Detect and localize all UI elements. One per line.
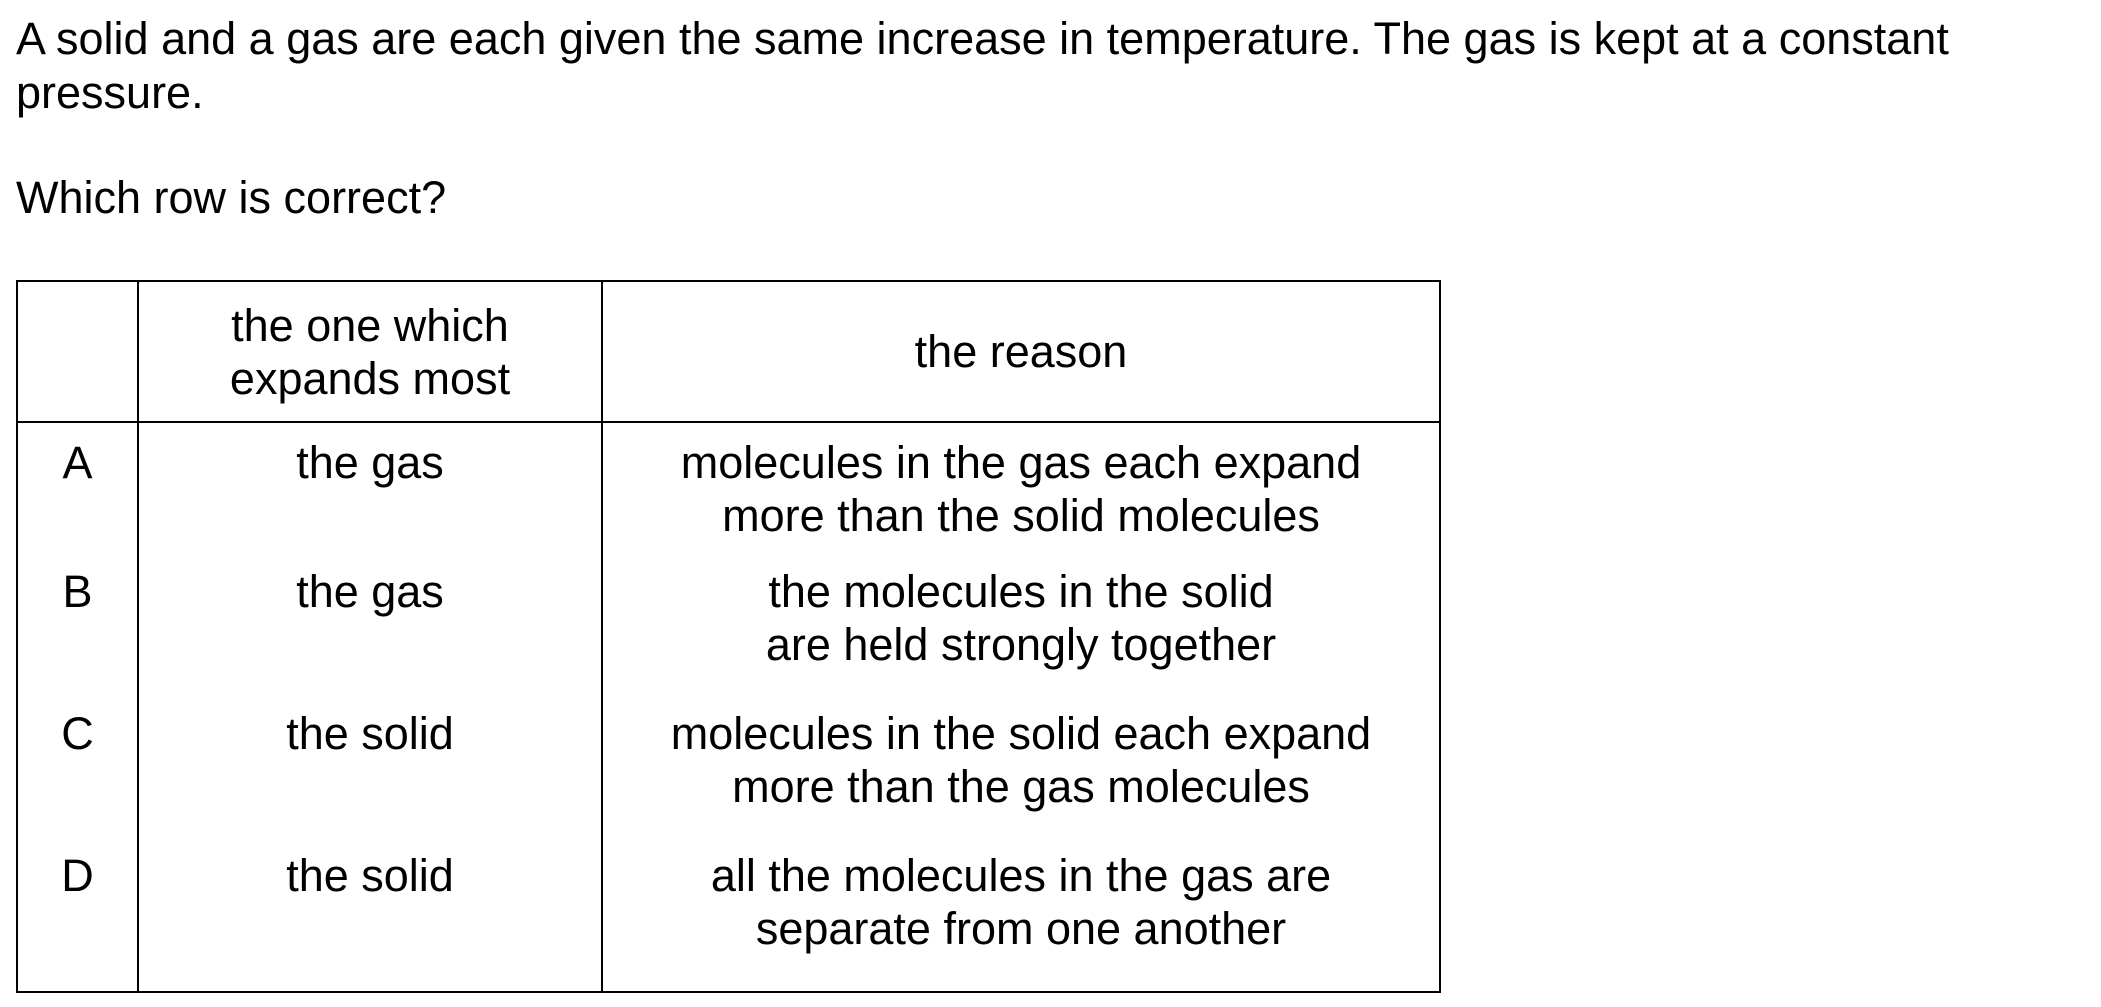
table-row[interactable]: [17, 422, 1440, 565]
header-expands-most-cell: [138, 281, 602, 422]
row-expands-most: the solid: [138, 707, 602, 849]
row-expands-most: the solid: [138, 849, 602, 992]
table-row[interactable]: [17, 565, 1440, 707]
row-reason-line-2: are held strongly together: [765, 619, 1277, 670]
row-reason-line-1: all the molecules in the gas are: [710, 850, 1332, 901]
row-letter: A: [17, 422, 138, 565]
header-letter-cell: [17, 281, 138, 422]
row-letter: C: [17, 707, 138, 849]
row-reason: [602, 707, 1440, 849]
row-letter: D: [17, 849, 138, 992]
table-header-row: [17, 281, 1440, 422]
header-expands-most-line-2: expands most: [229, 352, 511, 404]
row-letter: B: [17, 565, 138, 707]
row-reason-line-1: molecules in the gas each expand: [680, 437, 1362, 488]
row-reason: [602, 565, 1440, 707]
row-reason-line-1: molecules in the solid each expand: [670, 708, 1372, 759]
question-line-2: pressure.: [16, 67, 204, 118]
row-reason-line-1: the molecules in the solid: [768, 566, 1274, 617]
row-expands-most: the gas: [138, 422, 602, 565]
header-reason-cell: the reason: [602, 281, 1440, 422]
row-reason-line-2: separate from one another: [755, 903, 1287, 954]
row-reason-line-2: more than the gas molecules: [732, 761, 1310, 812]
question-line-1: A solid and a gas are each given the same increase in temperature. The gas is kept at a constant: [16, 13, 1949, 64]
answer-table: [16, 280, 1441, 993]
header-expands-most-line-1: the one which: [231, 299, 509, 351]
row-reason: [602, 422, 1440, 565]
row-reason-line-2: more than the solid molecules: [722, 490, 1320, 541]
question-text: [16, 12, 2076, 120]
row-expands-most: the gas: [138, 565, 602, 707]
row-reason: [602, 849, 1440, 992]
question-prompt: Which row is correct?: [16, 172, 447, 223]
table-row[interactable]: [17, 849, 1440, 992]
table-row[interactable]: [17, 707, 1440, 849]
